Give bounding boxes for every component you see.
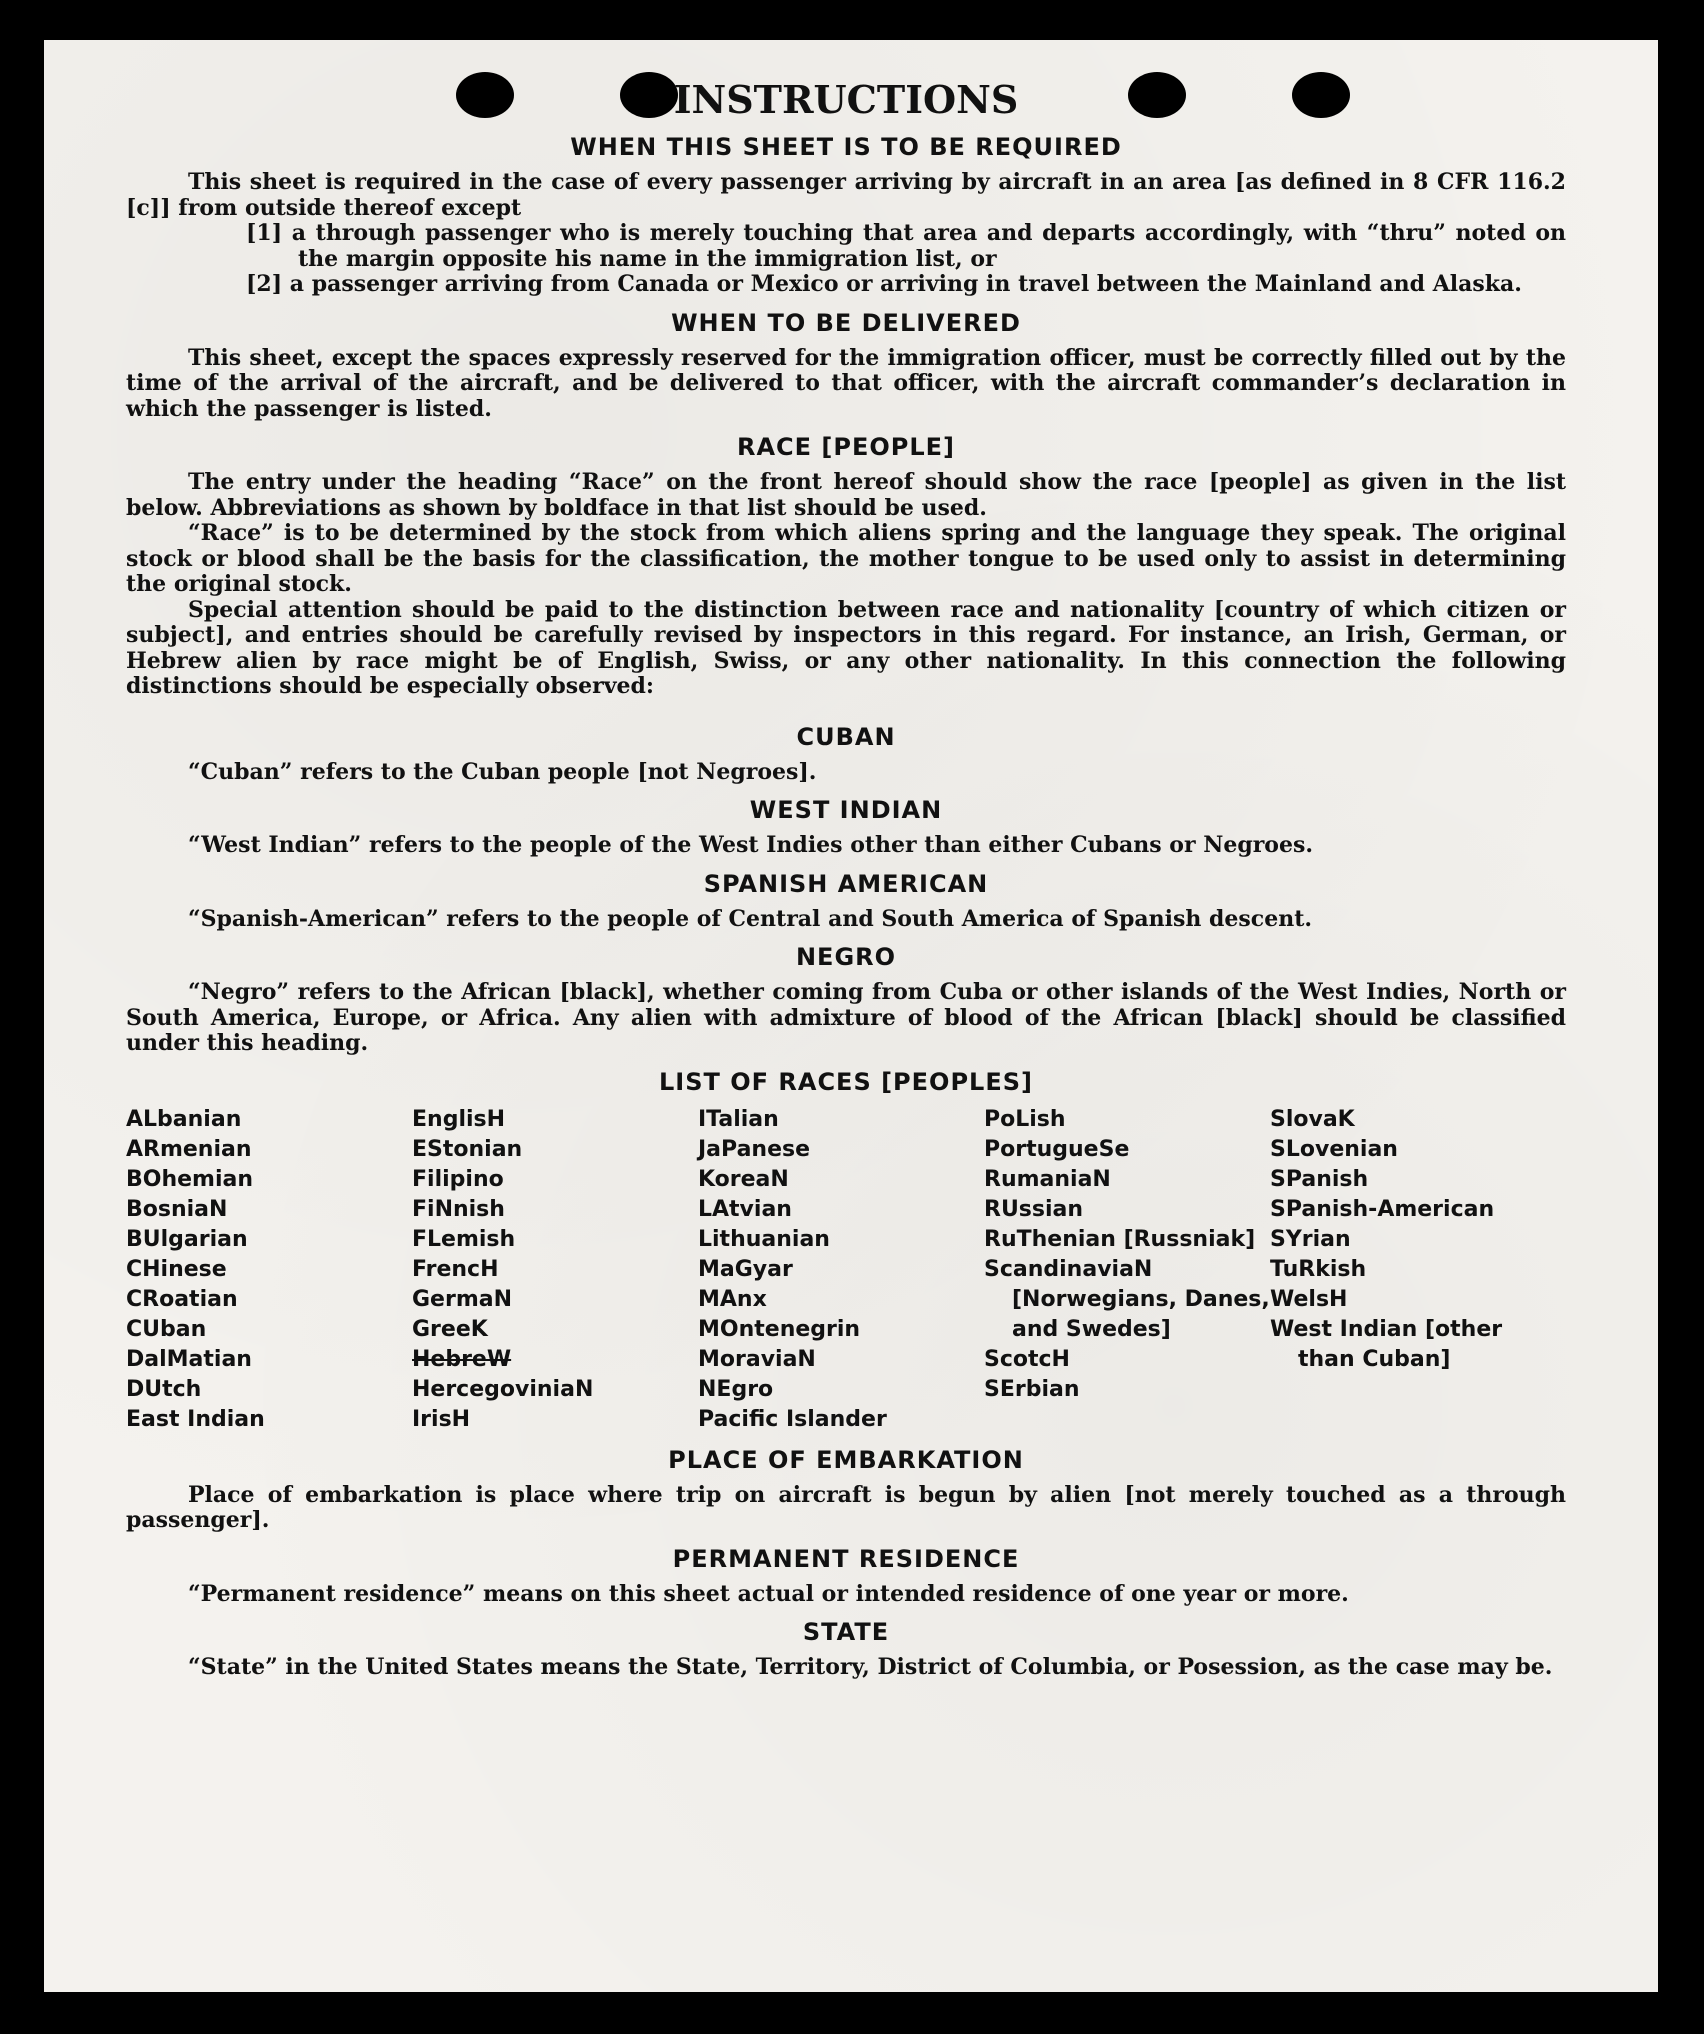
- heading-west-indian: WEST INDIAN: [749, 796, 943, 824]
- race-entry: JaPanese: [698, 1136, 811, 1162]
- race-entry: FLemish: [412, 1226, 516, 1252]
- race-entry: LAtvian: [698, 1196, 792, 1222]
- race-entry: IrisH: [412, 1406, 471, 1432]
- race-entry: HercegoviniaN: [412, 1376, 594, 1402]
- race-entry: EnglisH: [412, 1106, 506, 1132]
- race-entry: SYrian: [1270, 1226, 1351, 1252]
- race-entry: ScotcH: [984, 1346, 1070, 1372]
- heading-spanish-american: SPANISH AMERICAN: [703, 869, 989, 898]
- race-entry: PortugueSe: [984, 1136, 1130, 1162]
- heading-embarkation: PLACE OF EMBARKATION: [668, 1445, 1024, 1474]
- race-entry: SPanish-American: [1270, 1196, 1495, 1222]
- race-entry: FrencH: [412, 1256, 499, 1282]
- instructions-content: [126, 38, 1566, 1681]
- race-entry: West Indian [other than Cuban]: [1270, 1316, 1503, 1372]
- race-entry: EStonian: [412, 1136, 523, 1162]
- race-paragraph-3: Special attention should be paid to the distinction between race and nationality [country of which citizen or subject], and entries should be carefully revised by inspectors in this regard. For instance, an Irish, German, or Hebrew alien by race might be of English, Swiss, or any other nationality. In this connection the following distinctions should be especially observed:: [126, 596, 1566, 699]
- race-entry: RUssian: [984, 1196, 1084, 1222]
- document-page: [44, 40, 1658, 1992]
- race-entry: CHinese: [126, 1256, 227, 1282]
- race-entry: SLovenian: [1270, 1136, 1398, 1162]
- race-entry: SErbian: [984, 1376, 1080, 1402]
- heading-list-of-races: LIST OF RACES [PEOPLES]: [659, 1067, 1033, 1096]
- state-text: “State” in the United States means the State, Territory, District of Columbia, or Posession, as the case may be.: [188, 1654, 1553, 1680]
- embarkation-text: Place of embarkation is place where trip on aircraft is begun by alien [not merely touched as a through passenger].: [126, 1481, 1566, 1533]
- race-entry: MaGyar: [698, 1256, 793, 1282]
- races-column-3: [698, 1105, 984, 1435]
- west-indian-text: “West Indian” refers to the people of the West Indies other than either Cubans or Negroes.: [188, 832, 1314, 858]
- race-entry: WelsH: [1270, 1286, 1348, 1312]
- race-entry: GermaN: [412, 1286, 513, 1312]
- race-entry: ALbanian: [126, 1106, 242, 1132]
- race-entry: SlovaK: [1270, 1106, 1355, 1132]
- page-title: INSTRUCTIONS: [673, 77, 1019, 122]
- race-entry: HebreW: [412, 1346, 512, 1372]
- heading-required: WHEN THIS SHEET IS TO BE REQUIRED: [570, 133, 1122, 161]
- required-item-2: [2] a passenger arriving from Canada or Mexico or arriving in travel between the Mainland and Alaska.: [246, 271, 1522, 297]
- negro-text: “Negro” refers to the African [black], whether coming from Cuba or other islands of the West Indies, North or South America, Europe, or Africa. Any alien with admixture of blood of the African [black] should be classified under this heading.: [126, 979, 1566, 1056]
- cuban-text: “Cuban” refers to the Cuban people [not Negroes].: [188, 758, 817, 785]
- race-paragraph-2: “Race” is to be determined by the stock from which aliens spring and the language they speak. The original stock or blood shall be the basis for the classification, the mother tongue to be used only to assist in determining the original stock.: [126, 520, 1566, 597]
- race-entry: East Indian: [126, 1406, 265, 1432]
- races-column-5: [1270, 1105, 1556, 1435]
- race-entry: ScandinaviaN [Norwegians, Danes, and Swedes]: [984, 1256, 1270, 1342]
- race-entry: BOhemian: [126, 1166, 254, 1192]
- races-list: [126, 1105, 1566, 1435]
- spanish-american-text: “Spanish-American” refers to the people of Central and South America of Spanish descent.: [188, 905, 1313, 932]
- race-entry: RumaniaN: [984, 1166, 1111, 1192]
- heading-delivered: WHEN TO BE DELIVERED: [671, 308, 1021, 337]
- race-entry: CRoatian: [126, 1286, 238, 1312]
- races-column-1: [126, 1105, 412, 1435]
- race-entry: Pacific Islander: [698, 1406, 887, 1432]
- race-entry: DUtch: [126, 1376, 202, 1402]
- race-entry: CUban: [126, 1316, 207, 1342]
- race-entry: SPanish: [1270, 1166, 1369, 1192]
- heading-state: STATE: [802, 1618, 890, 1646]
- race-entry: BUlgarian: [126, 1226, 248, 1252]
- race-entry: KoreaN: [698, 1166, 789, 1192]
- race-entry: RuThenian [Russniak]: [984, 1226, 1256, 1252]
- race-entry: DalMatian: [126, 1346, 252, 1372]
- delivered-text: This sheet, except the spaces expressly reserved for the immigration officer, must be correctly filled out by the time of the arrival of the aircraft, and be delivered to that officer, with the aircraft commander’s declaration in which the passenger is listed.: [126, 344, 1566, 422]
- race-entry: Filipino: [412, 1166, 504, 1192]
- races-column-2: [412, 1105, 698, 1435]
- race-entry: ITalian: [698, 1106, 779, 1132]
- required-item-1: [1] a through passenger who is merely touching that area and departs accordingly, with “thru” noted on the margin opposite his name in the immigration list, or: [246, 220, 1566, 272]
- race-entry: ARmenian: [126, 1136, 252, 1162]
- race-entry: MAnx: [698, 1286, 767, 1312]
- race-entry: MOntenegrin: [698, 1316, 861, 1342]
- residence-text: “Permanent residence” means on this sheet actual or intended residence of one year or more.: [188, 1580, 1349, 1607]
- heading-negro: NEGRO: [795, 943, 897, 971]
- race-entry: PoLish: [984, 1106, 1066, 1132]
- race-entry: FiNnish: [412, 1196, 505, 1222]
- heading-race: RACE [PEOPLE]: [736, 433, 956, 461]
- race-entry: NEgro: [698, 1376, 774, 1402]
- race-entry: Lithuanian: [698, 1226, 830, 1252]
- races-column-4: [984, 1105, 1270, 1435]
- race-entry: MoraviaN: [698, 1346, 816, 1372]
- required-intro: This sheet is required in the case of every passenger arriving by aircraft in an area [as defined in 8 CFR 116.2 [c]] from outside thereof except: [126, 169, 1566, 221]
- heading-residence: PERMANENT RESIDENCE: [672, 1544, 1020, 1573]
- heading-cuban: CUBAN: [796, 722, 896, 751]
- race-entry: BosniaN: [126, 1196, 228, 1222]
- race-paragraph-1: The entry under the heading “Race” on the front hereof should show the race [people] as given in the list below. Abbreviations as shown by boldface in that list should be used.: [126, 469, 1566, 521]
- race-entry: TuRkish: [1270, 1256, 1367, 1282]
- race-entry: GreeK: [412, 1316, 488, 1342]
